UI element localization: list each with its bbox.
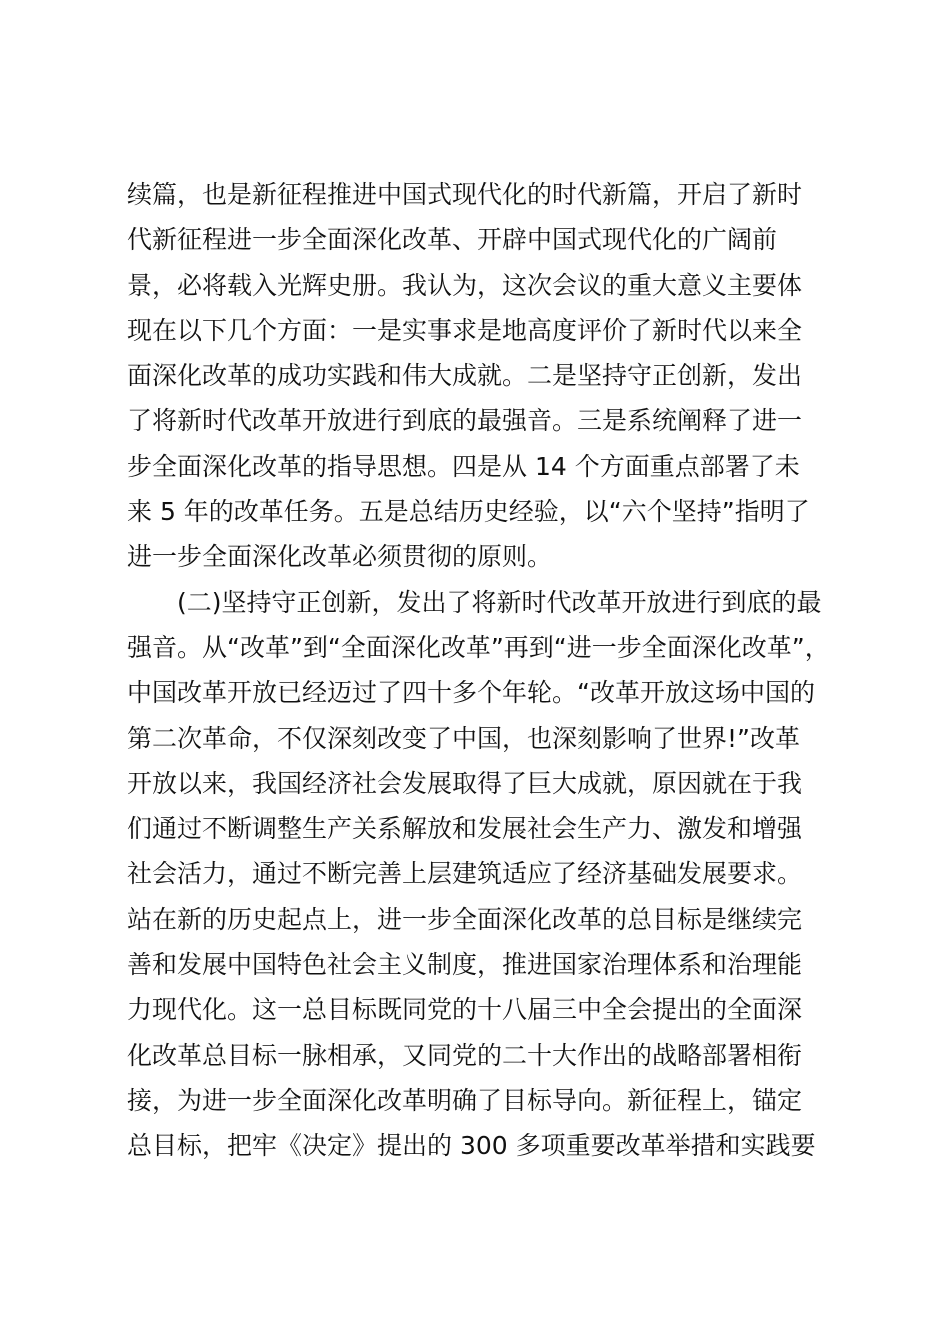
paragraph-2-line: 善和发展中国特色社会主义制度，推进国家治理体系和治理能	[127, 950, 803, 980]
paragraph-2-line: 中国改革开放已经迈过了四十多个年轮。“改革开放这场中国的	[127, 678, 815, 708]
paragraph-2-line: 接，为进一步全面深化改革明确了目标导向。新征程上，锚定	[127, 1085, 803, 1115]
paragraph-2-line: 开放以来，我国经济社会发展取得了巨大成就，原因就在于我	[127, 768, 803, 798]
paragraph-2-line: 强音。从“改革”到“全面深化改革”再到“进一步全面深化改革”，	[127, 632, 830, 662]
paragraph-2-line: 总目标，把牢《决定》提出的 300 多项重要改革举措和实践要	[127, 1131, 816, 1161]
paragraph-1-line: 代新征程进一步全面深化改革、开辟中国式现代化的广阔前	[127, 225, 778, 255]
paragraph-2-heading-line: (二)坚持守正创新，发出了将新时代改革开放进行到底的最	[177, 587, 822, 617]
paragraph-1-line: 现在以下几个方面：一是实事求是地高度评价了新时代以来全	[127, 315, 803, 345]
paragraph-2-line: 化改革总目标一脉相承，又同党的二十大作出的战略部署相衔	[127, 1040, 803, 1070]
paragraph-2-line: 社会活力，通过不断完善上层建筑适应了经济基础发展要求。	[127, 859, 803, 889]
paragraph-1-line: 面深化改革的成功实践和伟大成就。二是坚持守正创新，发出	[127, 361, 803, 391]
paragraph-2-line: 站在新的历史起点上，进一步全面深化改革的总目标是继续完	[127, 904, 803, 934]
paragraph-2	[127, 580, 832, 1169]
paragraph-1-line: 来 5 年的改革任务。五是总结历史经验，以“六个坚持”指明了	[127, 497, 810, 527]
paragraph-1-line: 景，必将载入光辉史册。我认为，这次会议的重大意义主要体	[127, 270, 803, 300]
paragraph-2-line: 力现代化。这一总目标既同党的十八届三中全会提出的全面深	[127, 995, 803, 1025]
paragraph-1-line: 步全面深化改革的指导思想。四是从 14 个方面重点部署了未	[127, 451, 800, 481]
paragraph-1-line: 进一步全面深化改革必须贯彻的原则。	[127, 542, 553, 572]
paragraph-1-line: 了将新时代改革开放进行到底的最强音。三是系统阐释了进一	[127, 406, 803, 436]
paragraph-2-line: 们通过不断调整生产关系解放和发展社会生产力、激发和增强	[127, 814, 803, 844]
body-text	[127, 172, 832, 1169]
paragraph-1	[127, 172, 832, 580]
paragraph-1-line: 续篇，也是新征程推进中国式现代化的时代新篇，开启了新时	[127, 180, 803, 209]
paragraph-2-line: 第二次革命，不仅深刻改变了中国，也深刻影响了世界!”改革	[127, 723, 800, 753]
